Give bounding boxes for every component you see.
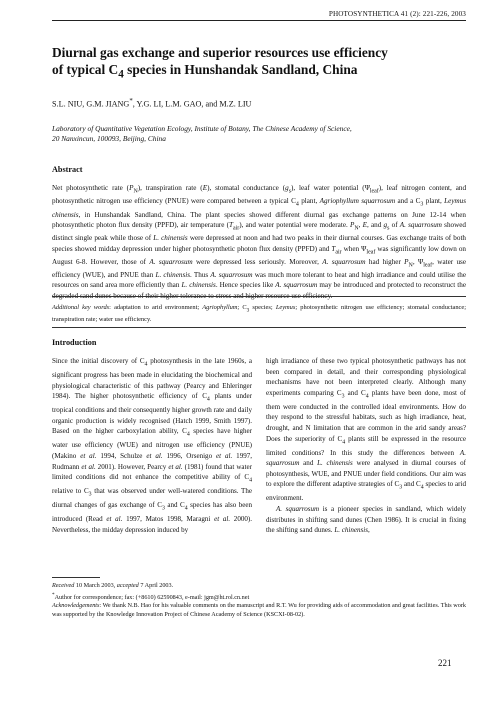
keywords-top-rule (52, 296, 466, 297)
page-number: 221 (438, 658, 452, 668)
footnote-rule (52, 577, 100, 578)
abstract-text: Net photosynthetic rate $(P_N)$, transpiration rate (E), stomatal conductance $(g_s)$, leaf water potential $(\Psi_{leaf})$, leaf nitrogen content, and photosynthetic nitrogen use efficiency (PNUE) were compared between a typical $C_4$ plant, Agriophyllum squarrosum and a $C_3$ plant, Leymus chinensis, in Hunshandak Sandland, China. The plant species showed different diurnal gas exchange patterns on June 12-14 when photosynthetic photon flux density (PPFD), air temperature $(T_{air})$, and water potential were moderate. $P_N$, E, and $g_s$ of A. squarrosum showed distinct single peak while those of L. chinensis were depressed at noon and had two peaks in their diurnal courses. Gas exchange traits of both species showed midday depression under higher photosynthetic photon flux density (PPFD) and $T_{air}$ when $\Psi_{leaf}$ was significantly low down on August 6-8. However, those of A. squarrosum were depressed less seriously. Moreover, A. squarrosum had higher $P_N$, $\Psi_{leaf}$, water use efficiency (WUE), and PNUE than L. chinensis. Thus A. squarrosum was much more tolerant to heat and high irradiance and could utilise the resources on sand area more efficiently than L. chinensis. Hence species like A. squarrosum may be introduced and protected to reconstruct the degraded sand dunes because of their higher tolerance to stress and higher resource use efficiency. (52, 184, 467, 300)
keywords-bottom-rule (52, 327, 466, 328)
footnote-correspondence: *Author for correspondence; fax: (+8610) 62590843, e-mail: jgm@ht.rol.cn.net (52, 591, 250, 601)
right-column (266, 356, 466, 536)
footnote-received: Received 10 March 2003, accepted 7 April 2003. (52, 582, 174, 589)
article-title: Diurnal gas exchange and superior resources use efficiency of typical $C_4$ species in Hunshandak Sandland, China (52, 45, 388, 81)
keywords: Additional key words: adaptation to arid environment; Agriophyllum; $C_3$ species; Leymus; photosynthetic nitrogen use efficiency; stomatal conductance; transpiration rate; water use efficiency. (52, 304, 466, 324)
intro-paragraph-1: Since the initial discovery of $C_4$ photosynthesis in the late 1960s, a significant progress has been made in elucidating the biochemical and physiological characteristic of this pathway (Pearcy and Ehleringer 1984). The higher photosynthetic efficiency of $C_4$ plants under tropical conditions and their consequently higher growth rate and daily organic production is widely recognised (Hatch 1999, Smith 1997). Based on the higher carboxylation ability, $C_4$ species have higher water use efficiency (WUE) and nitrogen use efficiency (PNUE) (Makino et al. 1994, Schulze et al. 1996, Orsenigo et al. 1997, Rudmann et al. 2001). However, Pearcy et al. (1981) found that water limited conditions did not enhance the competitive ability of $C_4$ relative to $C_3$ that was observed under well-watered conditions. The diurnal changes of gas exchange of $C_3$ and $C_4$ species has also been introduced (Read et al. 1997, Matos 1998, Maragni et al. 2000). Nevertheless, the midday depression induced by (52, 357, 253, 534)
abstract-heading: Abstract (52, 165, 83, 174)
footnotes (52, 582, 466, 619)
intro-paragraph-1-continued: high irradiance of these two typical photosynthetic pathways has not been compared in detail, and their corresponding physiological mechanisms have not been interpreted clearly. Although many experiments comparing $C_3$ and $C_4$ plants have been done, most of them were conducted in the controlled ideal environments. How do they respond to the stressful habitats, such as high irradiance, heat, drought, and N limitation that are common in the arid sandy areas? Does the superiority of $C_4$ plants still be expressed in the resource limited conditions? In this study the differences between A. squarrosum and L. chinensis were analysed in diurnal courses of photosynthesis, WUE, and PNUE under field conditions. Our aim was to explore the different adaptive strategies of $C_3$ and $C_4$ species to arid environment. (266, 357, 466, 503)
author-list: S.L. NIU, G.M. JIANG*, Y.G. LI, L.M. GAO, and M.Z. LIU (52, 98, 252, 109)
introduction-heading: Introduction (52, 338, 97, 347)
footnote-acknowledgements: Acknowledgements: We thank N.B. Hao for his valuable comments on the manuscript and R.T. Wu for providing aids of accommodation and great facilities. This work was supported by the Knowledge Innovation Project of Chinese Academy of Science (KSCXI-08-02). (52, 602, 466, 618)
header-rule (52, 20, 466, 21)
left-column (52, 356, 252, 535)
intro-paragraph-2: A. squarrosum is a pioneer species in sandland, which widely distributes in shifting sand dunes (Chen 1986). It is crucial in fixing the shifting sand dunes. L. chinensis, (266, 504, 466, 535)
running-head: PHOTOSYNTHETICA 41 (2): 221-226, 2003 (328, 10, 466, 18)
affiliation: Laboratory of Quantitative Vegetation Ecology, Institute of Botany, The Chinese Academy of Science, 20 Nanxincun, 100093, Beijing, China (52, 124, 352, 144)
